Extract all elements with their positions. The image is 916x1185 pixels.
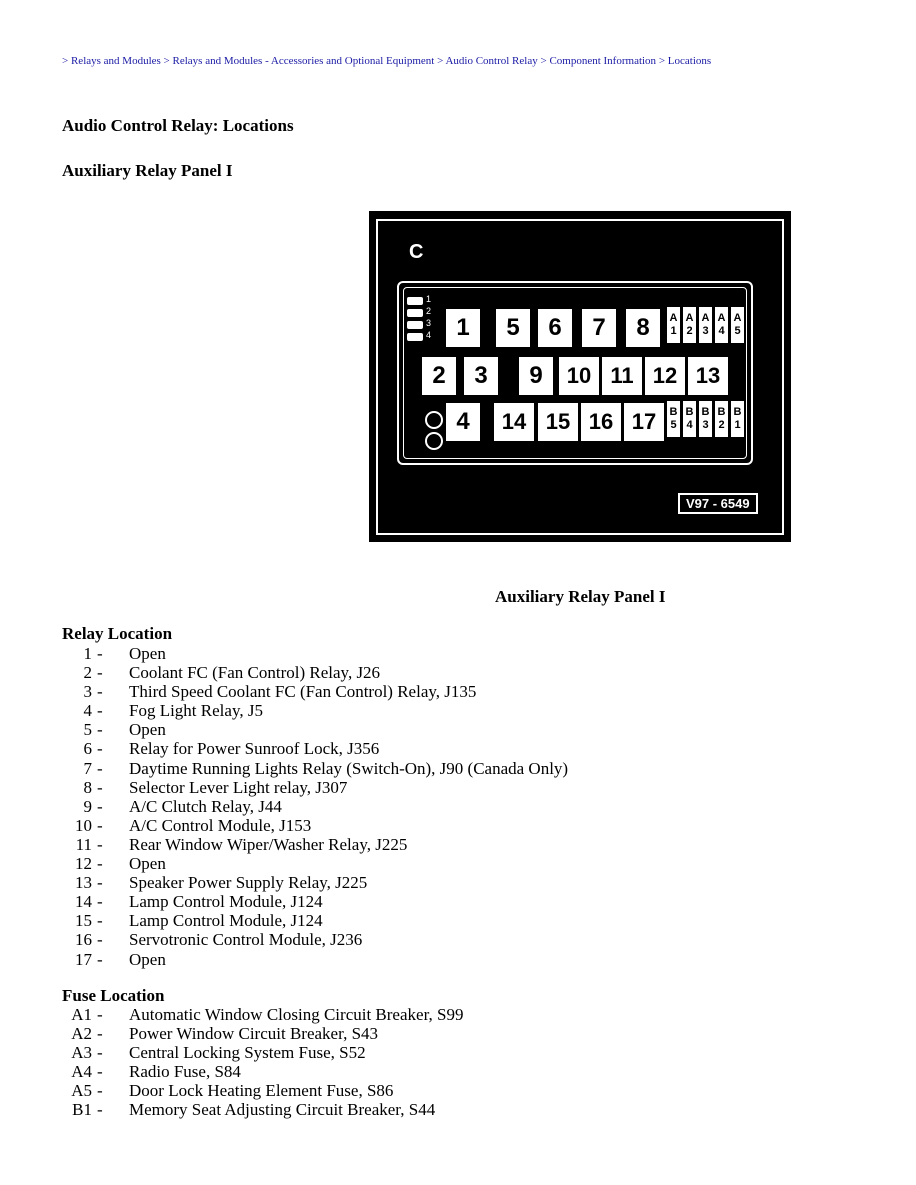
relay-slot-1: 1 [445,308,481,348]
fuse-a5: A 5 [731,307,744,343]
item-description: A/C Control Module, J153 [129,815,312,835]
item-number: A3 [71,1043,92,1063]
item-number: 13 [75,873,92,893]
item-description: Rear Window Wiper/Washer Relay, J225 [129,834,408,854]
item-description: Automatic Window Closing Circuit Breaker, S99 [129,1005,464,1024]
item-number: 12 [75,854,92,874]
fuse-b4: B 4 [683,401,696,437]
relay-slot-6: 6 [537,308,573,348]
item-number: 11 [75,834,92,854]
fuse-a4: A 4 [715,307,728,343]
breadcrumb-link-locations[interactable]: Locations [667,55,712,67]
fuse-a3: A 3 [699,307,712,343]
fuse-a1: A 1 [667,307,680,343]
relay-slot-2: 2 [421,356,457,396]
item-description: Daytime Running Lights Relay (Switch-On), J90 (Canada Only) [129,758,569,778]
breadcrumb: > Relays and Modules > Relays and Modules - Accessories and Optional Equipment > Audio Control Relay > Component Information > Locations [62,55,712,67]
item-description: Central Locking System Fuse, S52 [129,1043,366,1063]
relay-slot-4: 4 [445,402,481,442]
relay-slot-7: 7 [581,308,617,348]
fuse-b5: B 5 [667,401,680,437]
ground-terminal-icon [425,432,443,450]
item-number: A2 [71,1024,92,1044]
item-number: B1 [72,1100,92,1120]
item-description: Fog Light Relay, J5 [129,701,263,721]
fuse-a2: A 2 [683,307,696,343]
relay-slot-16: 16 [580,402,622,442]
breadcrumb-link-component-information[interactable]: Component Information [549,55,657,67]
item-number: 5 [83,720,92,740]
item-description: Door Lock Heating Element Fuse, S86 [129,1081,394,1101]
item-number: 4 [83,701,92,721]
connector-pin: 3 [407,321,423,329]
relay-panel-diagram [369,211,791,542]
breadcrumb-link-relays-modules[interactable]: Relays and Modules [70,55,161,67]
item-description: Lamp Control Module, J124 [129,911,323,931]
relay-slot-12: 12 [644,356,686,396]
fuse-b3: B 3 [699,401,712,437]
relay-slot-5: 5 [495,308,531,348]
item-description: Open [129,720,166,740]
item-number: A1 [71,1005,92,1024]
relay-slot-8: 8 [625,308,661,348]
item-number: 2 [83,663,92,683]
relay-location-title: Relay Location [62,624,173,643]
item-description: Coolant FC (Fan Control) Relay, J26 [129,663,381,683]
item-number: 15 [75,911,92,931]
item-number: 6 [83,739,92,759]
item-number: 7 [83,758,92,778]
diagram-code: V97 - 6549 [678,493,758,514]
diagram-caption: Auxiliary Relay Panel I [495,587,666,606]
relay-slot-10: 10 [558,356,600,396]
item-description: Radio Fuse, S84 [129,1062,241,1082]
item-description: Power Window Circuit Breaker, S43 [129,1024,379,1044]
connector-pin: 2 [407,309,423,317]
breadcrumb-link-audio-control-relay[interactable]: Audio Control Relay [445,55,538,67]
item-number: A4 [71,1062,92,1082]
breadcrumb-link-accessories[interactable]: Relays and Modules - Accessories and Optional Equipment [172,55,435,67]
item-description: Relay for Power Sunroof Lock, J356 [129,739,380,759]
item-description: Open [129,854,166,874]
item-description: Open [129,644,166,663]
relay-slot-13: 13 [687,356,729,396]
fuse-b1: B 1 [731,401,744,437]
relay-slot-14: 14 [493,402,535,442]
ground-terminal-icon [425,411,443,429]
connector-label: C [409,241,424,263]
item-number: 9 [83,796,92,816]
relay-slot-15: 15 [537,402,579,442]
relay-slot-11: 11 [601,356,643,396]
connector-pin: 1 [407,297,423,305]
item-number: 10 [75,815,92,835]
item-description: Open [129,949,166,969]
item-number: 14 [75,892,92,912]
page-title: Audio Control Relay: Locations [62,116,294,135]
fuse-location-title: Fuse Location [62,986,165,1005]
connector-pins [407,294,432,345]
item-number: 16 [75,930,92,950]
item-number: 3 [83,682,92,702]
item-description: Selector Lever Light relay, J307 [129,777,348,797]
item-description: Speaker Power Supply Relay, J225 [129,873,368,893]
item-number: 1 [83,644,92,663]
item-number: 8 [83,777,92,797]
section-title: Auxiliary Relay Panel I [62,161,233,180]
item-number: 17 [75,949,92,969]
relay-slot-9: 9 [518,356,554,396]
item-description: Servotronic Control Module, J236 [129,930,363,950]
item-description: Memory Seat Adjusting Circuit Breaker, S44 [129,1100,436,1120]
connector-pin: 4 [407,333,423,341]
item-number: A5 [71,1081,92,1101]
relay-slot-17: 17 [623,402,665,442]
item-description: Lamp Control Module, J124 [129,892,323,912]
item-description: Third Speed Coolant FC (Fan Control) Relay, J135 [129,682,477,702]
relay-slot-3: 3 [463,356,499,396]
item-description: A/C Clutch Relay, J44 [129,796,282,816]
fuse-b2: B 2 [715,401,728,437]
